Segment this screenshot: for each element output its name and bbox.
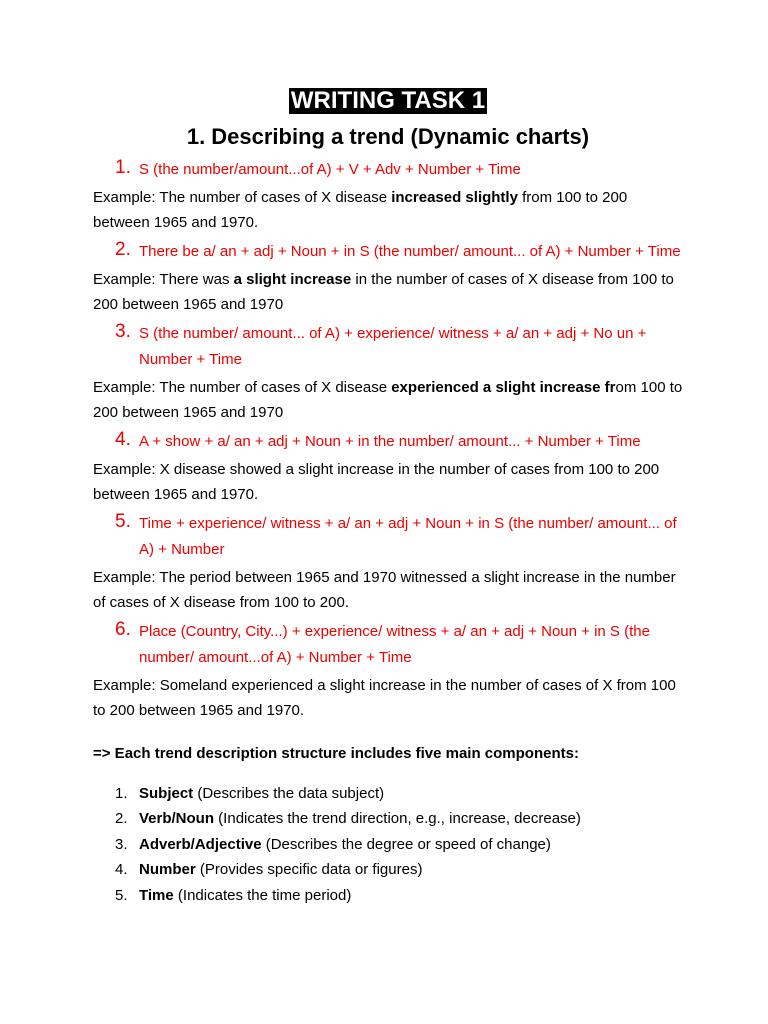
structure-formula-text: Time + experience/ witness + a/ an + adj + Noun + in S (the number/ amount... of A) + Number xyxy=(139,515,677,558)
section-heading xyxy=(93,122,683,152)
structure-formula-text: S (the number/amount...of A) + V + Adv + Number + Time xyxy=(139,161,521,178)
example-bold-text: increased slightly xyxy=(391,189,518,206)
structure-block xyxy=(93,619,683,723)
component-desc: (Indicates the trend direction, e.g., increase, decrease) xyxy=(214,810,581,828)
structure-block xyxy=(93,157,683,235)
structure-example xyxy=(93,185,683,235)
component-term: Number xyxy=(139,861,196,879)
example-bold-text: a slight increase xyxy=(233,271,352,288)
structure-block xyxy=(93,429,683,507)
list-item xyxy=(93,806,683,831)
list-item-number: 4. xyxy=(115,861,128,879)
component-desc: (Describes the data subject) xyxy=(193,785,385,802)
section-heading-text: Describing a trend (Dynamic charts) xyxy=(211,124,590,149)
structure-example xyxy=(93,673,683,723)
list-item xyxy=(93,781,683,806)
example-text: om 100 to 200 between 1965 and 1970 xyxy=(93,379,683,421)
structure-formula xyxy=(93,157,683,183)
structure-formula xyxy=(93,511,683,563)
example-text: Example: The period between 1965 and 1970 witnessed a slight increase in the number of cases of X disease from 100 to 200. xyxy=(93,569,676,611)
structure-number: 1. xyxy=(115,157,131,178)
list-item-number: 2. xyxy=(115,810,128,828)
list-item xyxy=(93,883,683,908)
structure-block xyxy=(93,511,683,615)
structure-formula xyxy=(93,239,683,265)
component-desc: (Indicates the time period) xyxy=(173,886,352,904)
component-term: Verb/Noun xyxy=(139,810,215,828)
example-text: in the number of cases of X disease from 100 to 200 between 1965 and 1970 xyxy=(93,271,674,313)
structure-block xyxy=(93,321,683,425)
page-title: WRITING TASK 1 xyxy=(290,87,486,114)
structure-number: 2. xyxy=(115,239,131,260)
list-item-number: 1. xyxy=(115,785,128,802)
structure-formula xyxy=(93,429,683,455)
structure-formula-text: A + show + a/ an + adj + Noun + in the number/ amount... + Number + Time xyxy=(139,433,641,450)
structure-number: 5. xyxy=(115,511,131,532)
list-item xyxy=(93,832,683,857)
example-text: Example: The number of cases of X disease xyxy=(93,189,392,206)
structure-example xyxy=(93,375,683,425)
structure-formula xyxy=(93,619,683,671)
example-text: Example: The number of cases of X disease xyxy=(93,379,392,396)
components-list xyxy=(93,781,683,908)
example-text: from 100 to 200 between 1965 and 1970. xyxy=(93,189,628,231)
structure-formula-text: Place (Country, City...) + experience/ witness + a/ an + adj + Noun + in S (the number/ amount...of A) + Number + Time xyxy=(139,623,650,666)
structure-formula-text: S (the number/ amount... of A) + experience/ witness + a/ an + adj + No un + Number + Time xyxy=(139,325,647,368)
list-item-number: 3. xyxy=(115,835,128,853)
structure-formula-text: There be a/ an + adj + Noun + in S (the number/ amount... of A) + Number + Time xyxy=(139,243,681,260)
structure-example xyxy=(93,457,683,507)
structure-number: 6. xyxy=(115,619,131,640)
structure-example xyxy=(93,267,683,317)
example-text: Example: There was xyxy=(93,271,234,288)
components-summary: => Each trend description structure includes five main components: xyxy=(93,745,579,762)
component-term: Time xyxy=(139,886,174,904)
structure-formula xyxy=(93,321,683,373)
example-text: Example: Someland experienced a slight increase in the number of cases of X from 100 to 200 between 1965 and 1970. xyxy=(93,677,676,719)
list-item xyxy=(93,857,683,882)
example-text: Example: X disease showed a slight increase in the number of cases from 100 to 200 between 1965 and 1970. xyxy=(93,461,660,503)
document-page xyxy=(93,88,683,908)
structure-number: 4. xyxy=(115,429,131,450)
title-wrap xyxy=(93,88,683,114)
structure-number: 3. xyxy=(115,321,131,342)
structure-block xyxy=(93,239,683,317)
component-term: Subject xyxy=(139,785,194,802)
section-heading-number: 1. xyxy=(186,124,206,149)
component-term: Adverb/Adjective xyxy=(139,835,262,853)
component-desc: (Describes the degree or speed of change) xyxy=(261,835,551,853)
example-bold-text: experienced a slight increase fr xyxy=(391,379,616,396)
structure-example xyxy=(93,565,683,615)
list-item-number: 5. xyxy=(115,886,128,904)
component-desc: (Provides specific data or figures) xyxy=(195,861,423,879)
